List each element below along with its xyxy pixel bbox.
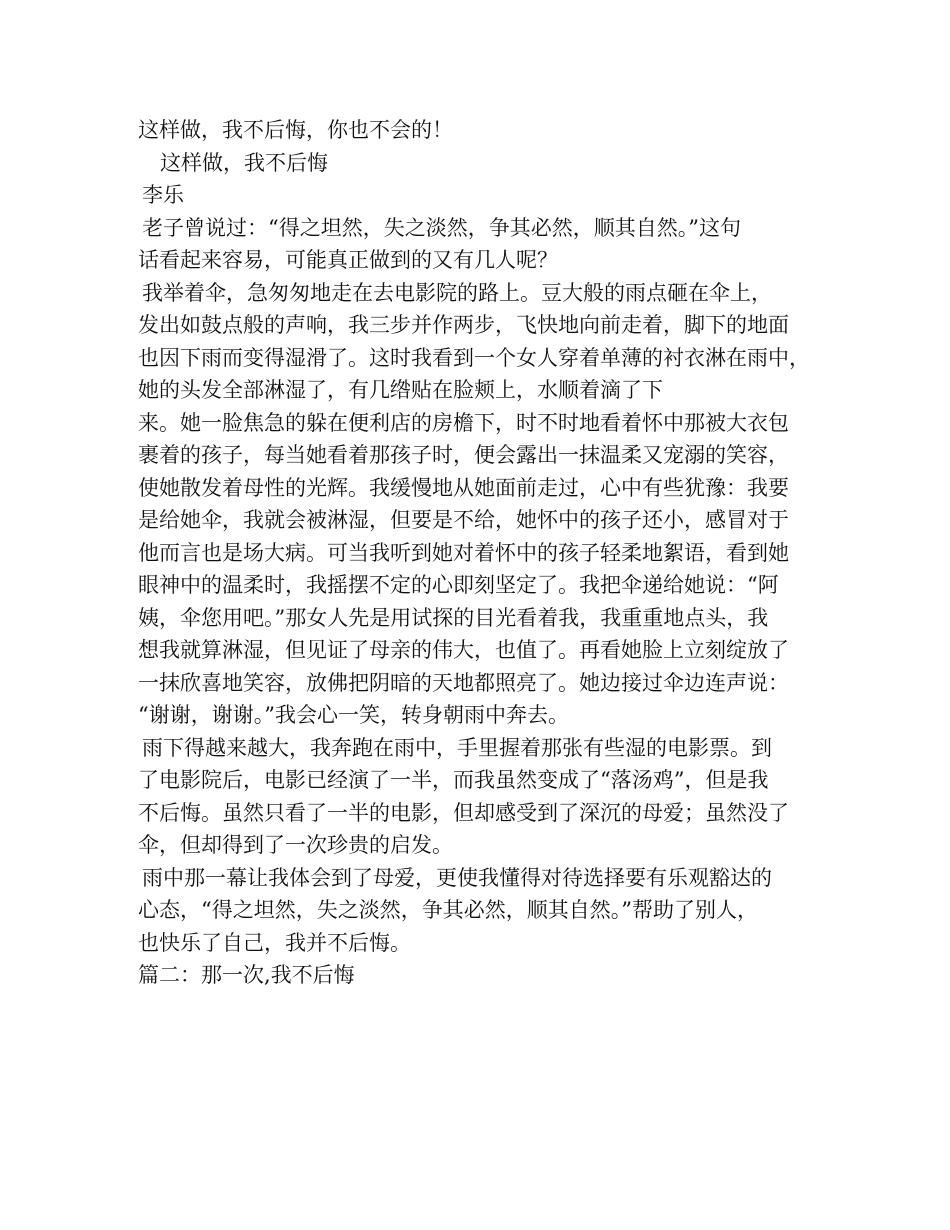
- text-line: 了电影院后，电影已经演了一半，而我虽然变成了“落汤鸡”，但是我: [138, 768, 769, 792]
- text-line: 是给她伞，我就会被淋湿，但要是不给，她怀中的孩子还小，感冒对于: [138, 508, 789, 532]
- text-line: 眼神中的温柔时，我摇摆不定的心即刻坚定了。我把伞递给她说：“阿: [138, 573, 779, 597]
- text-line: 使她散发着母性的光辉。我缓慢地从她面前走过，心中有些犹豫：我要: [138, 475, 789, 500]
- text-line: 这样做，我不后悔，你也不会的！: [138, 118, 453, 142]
- text-line: 心态，“得之坦然，失之淡然，争其必然，顺其自然。”帮助了别人，: [138, 898, 758, 922]
- text-line: 姨，伞您用吧。”那女人先是用试探的目光看着我，我重重地点头，我: [138, 605, 769, 630]
- text-line: 雨中那一幕让我体会到了母爱，更使我懂得对待选择要有乐观豁达的: [142, 865, 772, 890]
- text-line: 来。她一脸焦急的躲在便利店的房檐下，时不时地看着怀中那被大衣包: [138, 410, 789, 435]
- text-line: 话看起来容易，可能真正做到的又有几人呢？: [138, 248, 558, 272]
- text-line: 想我就算淋湿，但见证了母亲的伟大，也值了。再看她脸上立刻绽放了: [138, 638, 789, 662]
- text-line: “谢谢，谢谢。”我会心一笑，转身朝雨中奔去。: [138, 703, 569, 727]
- section-heading: 篇二：那一次,我不后悔: [138, 963, 355, 987]
- text-line: 也因下雨而变得湿滑了。这时我看到一个女人穿着单薄的衬衣淋在雨中，: [138, 345, 810, 370]
- essay-text: [138, 114, 828, 992]
- author-name: 李乐: [142, 183, 184, 207]
- text-line: 我举着伞，急匆匆地走在去电影院的路上。豆大般的雨点砸在伞上，: [142, 280, 772, 305]
- text-line: 也快乐了自己，我并不后悔。: [138, 930, 411, 955]
- text-line: 不后悔。虽然只看了一半的电影，但却感受到了深沉的母爱；虽然没了: [138, 800, 789, 825]
- text-line: 他而言也是场大病。可当我听到她对着怀中的孩子轻柔地絮语，看到她: [138, 540, 789, 565]
- text-line: 老子曾说过：“得之坦然，失之淡然，争其必然，顺其自然。”这句: [142, 215, 741, 240]
- text-line: 她的头发全部淋湿了，有几绺贴在脸颊上，水顺着滴了下: [138, 378, 663, 402]
- text-line: 伞，但却得到了一次珍贵的启发。: [138, 833, 453, 857]
- essay-title: 这样做，我不后悔: [160, 150, 328, 175]
- text-line: 发出如鼓点般的声响，我三步并作两步，飞快地向前走着，脚下的地面: [138, 313, 789, 337]
- text-line: 裹着的孩子，每当她看着那孩子时，便会露出一抹温柔又宠溺的笑容，: [138, 443, 789, 467]
- text-line: 雨下得越来越大，我奔跑在雨中，手里握着那张有些湿的电影票。到: [142, 735, 772, 760]
- text-line: 一抹欣喜地笑容，放佛把阴暗的天地都照亮了。她边接过伞边连声说：: [138, 670, 789, 695]
